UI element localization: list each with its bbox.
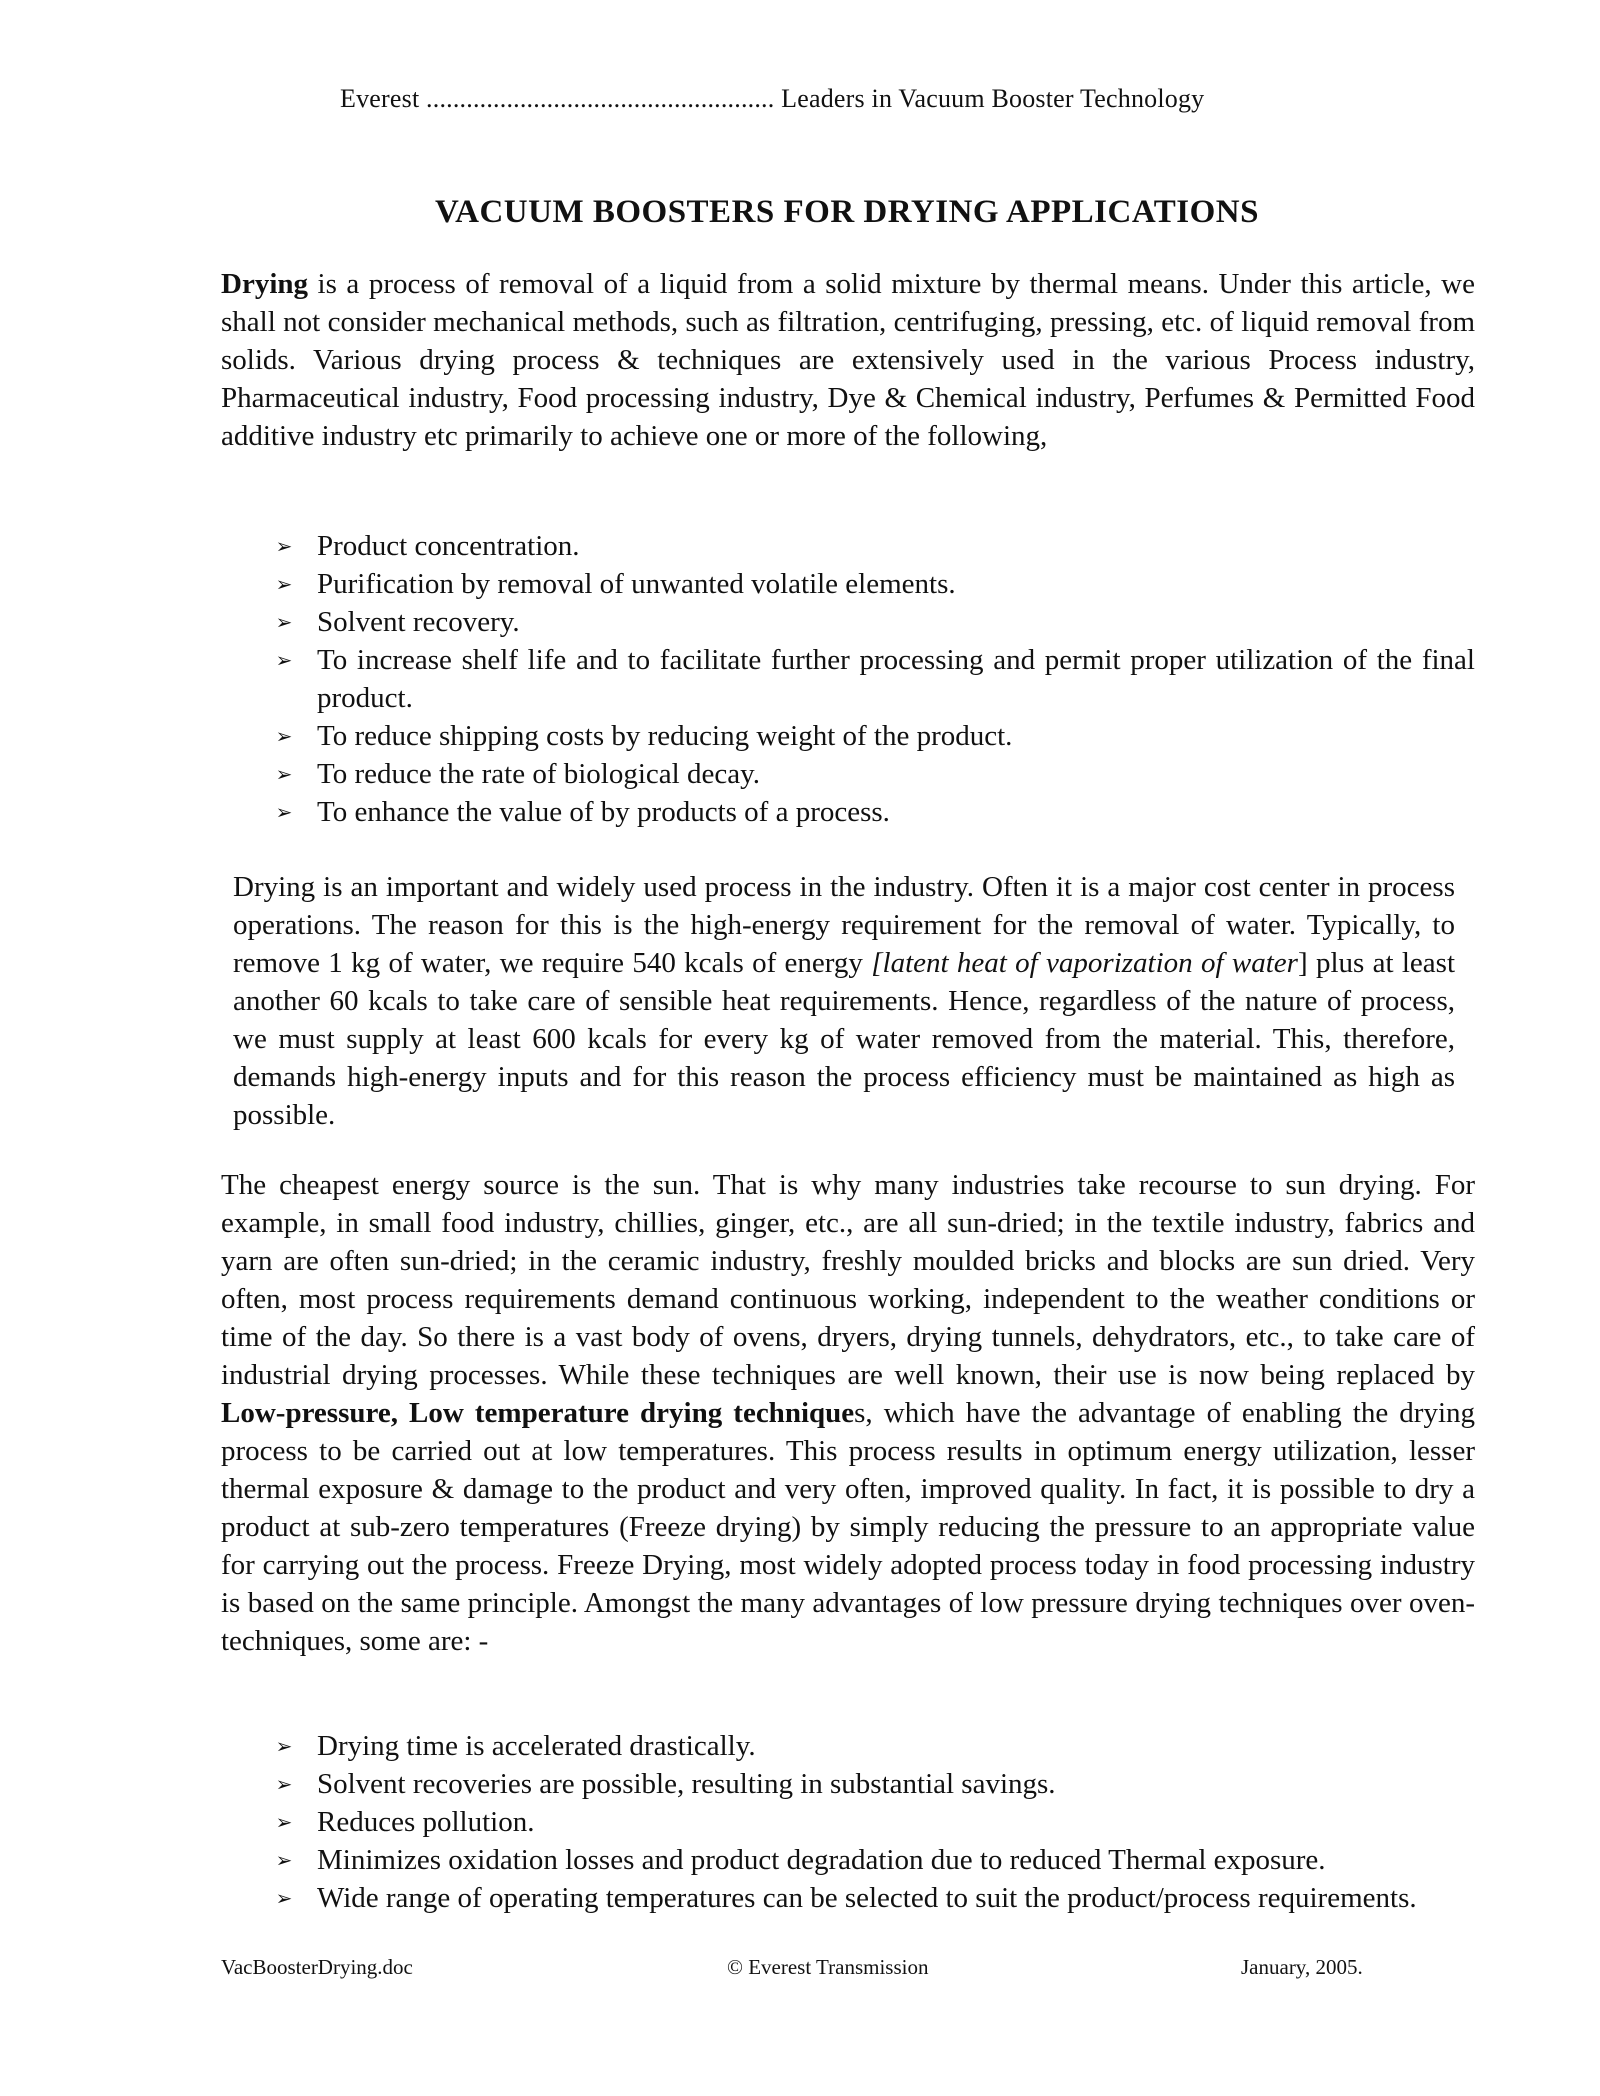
list-item bbox=[221, 565, 1475, 603]
list-item bbox=[221, 755, 1475, 793]
sun-drying-text-part1: The cheapest energy source is the sun. That is why many industries take recourse to sun drying. For example, in small food industry, chillies, ginger, etc., are all sun-dried; in the textile industry, fabrics and yarn are often sun-dried; in the ceramic industry, freshly moulded bricks and blocks are sun dried. Very often, most process requirements demand continuous working, independent to the weather conditions or time of the day. So there is a vast body of ovens, dryers, drying tunnels, dehydrators, etc., to take care of industrial drying processes. While these techniques are well known, their use is now being replaced by bbox=[221, 1169, 1475, 1391]
list-item-text: To increase shelf life and to facilitate further processing and permit proper utilization of the final product. bbox=[317, 644, 1475, 714]
document-title: VACUUM BOOSTERS FOR DRYING APPLICATIONS bbox=[435, 194, 1259, 230]
list-item bbox=[221, 641, 1475, 717]
list-item-text: Reduces pollution. bbox=[317, 1806, 535, 1838]
list-item-text: To enhance the value of by products of a process. bbox=[317, 796, 890, 828]
intro-text: is a process of removal of a liquid from a solid mixture by thermal means. Under this article, we shall not consider mechanical methods, such as filtration, centrifuging, pressing, etc. of liquid removal from solids. Various drying process & techniques are extensively used in the various Process industry, Pharmaceutical industry, Food processing industry, Dye & Chemical industry, Perfumes & Permitted Food additive industry etc primarily to achieve one or more of the following, bbox=[221, 268, 1475, 452]
footer-date: January, 2005. bbox=[1241, 1955, 1363, 1979]
footer-filename: VacBoosterDrying.doc bbox=[221, 1955, 413, 1979]
list-item-text: To reduce the rate of biological decay. bbox=[317, 758, 760, 790]
arrow-bullet-icon: ➢ bbox=[275, 1848, 293, 1872]
arrow-bullet-icon: ➢ bbox=[275, 762, 293, 786]
energy-text-part1: Drying is an important and widely used process in the industry. Often it is a major cost center in process operations. The reason for this is the high-energy requirement for the removal of water. Typically, to remove 1 kg of water, we require 540 kcals of energy bbox=[233, 871, 1455, 979]
list-item bbox=[221, 1765, 1475, 1803]
arrow-bullet-icon: ➢ bbox=[275, 1886, 293, 1910]
sun-drying-paragraph bbox=[221, 1166, 1475, 1660]
list-item-text: Solvent recoveries are possible, resulting in substantial savings. bbox=[317, 1768, 1056, 1800]
arrow-bullet-icon: ➢ bbox=[275, 1810, 293, 1834]
arrow-bullet-icon: ➢ bbox=[275, 534, 293, 558]
list-item-text: Wide range of operating temperatures can be selected to suit the product/process requirements. bbox=[317, 1882, 1417, 1914]
arrow-bullet-icon: ➢ bbox=[275, 1772, 293, 1796]
list-item bbox=[221, 1727, 1475, 1765]
sun-drying-text-part2: s, which have the advantage of enabling the drying process to be carried out at low temperatures. This process results in optimum energy utilization, lesser thermal exposure & damage to the product and very often, improved quality. In fact, it is possible to dry a product at sub-zero temperatures (Freeze drying) by simply reducing the pressure to an appropriate value for carrying out the process. Freeze Drying, most widely adopted process today in food processing industry is based on the same principle. Amongst the many advantages of low pressure drying techniques over oven-techniques, some are: - bbox=[221, 1397, 1476, 1657]
arrow-bullet-icon: ➢ bbox=[275, 610, 293, 634]
list-item-text: Minimizes oxidation losses and product degradation due to reduced Thermal exposure. bbox=[317, 1844, 1326, 1876]
footer-copyright: © Everest Transmission bbox=[727, 1955, 929, 1979]
list-item-text: Solvent recovery. bbox=[317, 606, 520, 638]
list-item bbox=[221, 1879, 1475, 1917]
page-footer bbox=[221, 1952, 1381, 1982]
list-item-text: To reduce shipping costs by reducing weight of the product. bbox=[317, 720, 1013, 752]
list-item bbox=[221, 527, 1475, 565]
intro-lead-term: Drying bbox=[221, 268, 308, 300]
running-header: Everest .................................................... Leaders in Vacuum Booster Technology bbox=[340, 84, 1205, 113]
list-item-text: Drying time is accelerated drastically. bbox=[317, 1730, 756, 1762]
energy-paragraph bbox=[233, 868, 1455, 1134]
energy-italic-note: [latent heat of vaporization of water bbox=[871, 947, 1298, 979]
list-item-text: Purification by removal of unwanted volatile elements. bbox=[317, 568, 956, 600]
list-item-text: Product concentration. bbox=[317, 530, 580, 562]
arrow-bullet-icon: ➢ bbox=[275, 1734, 293, 1758]
advantages-list bbox=[221, 1727, 1475, 1917]
arrow-bullet-icon: ➢ bbox=[275, 648, 293, 672]
list-item bbox=[221, 1841, 1475, 1879]
arrow-bullet-icon: ➢ bbox=[275, 572, 293, 596]
drying-goals-list bbox=[221, 527, 1475, 831]
list-item bbox=[221, 793, 1475, 831]
intro-paragraph bbox=[221, 265, 1475, 455]
energy-text-part2: ] plus at least another 60 kcals to take care of sensible heat requirements. Hence, regardless of the nature of process, we must supply at least 600 kcals for every kg of water removed from the material. This, therefore, demands high-energy inputs and for this reason the process efficiency must be maintained as high as possible. bbox=[233, 947, 1456, 1131]
low-pressure-emphasis: Low-pressure, Low temperature drying technique bbox=[221, 1397, 855, 1429]
list-item bbox=[221, 603, 1475, 641]
arrow-bullet-icon: ➢ bbox=[275, 800, 293, 824]
list-item bbox=[221, 717, 1475, 755]
list-item bbox=[221, 1803, 1475, 1841]
arrow-bullet-icon: ➢ bbox=[275, 724, 293, 748]
